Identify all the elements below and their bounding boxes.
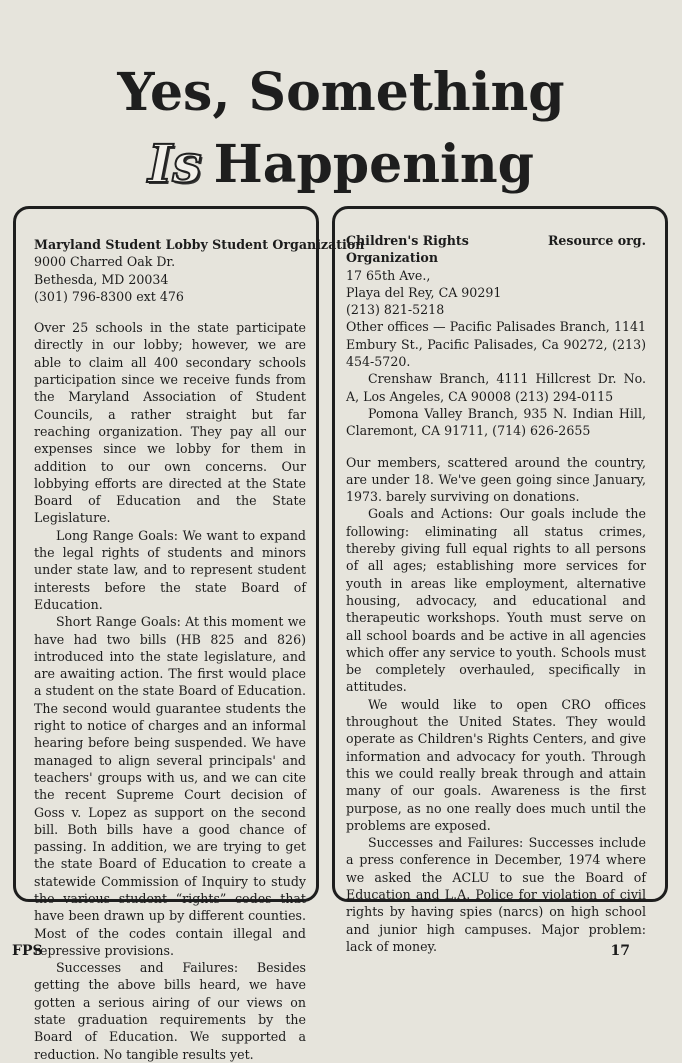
left-paragraph-short-range: Short Range Goals: At this moment we have had two bills (HB 825 and 826) introduced into the state legislature, and are awaiting action. The first would place a student on the state Board of Education. The second would guarantee students the right to notice of charges and an informal hearing before being suspended. We have managed to align several principals' and teachers' groups with us, and we can cite the recent Supreme Court decision of Goss v. Lopez as support on the second bill. Both bills have a good chance of passing. In addition, we are trying to get the state Board of Education to create a statewide Commission of Inquiry to study the various student “rights” codes that have been drawn up by different counties. Most of the codes contain illegal and repressive provisions.	[34, 614, 306, 958]
right-org-name-line2: Organization	[346, 250, 438, 266]
right-paragraph-goals: Goals and Actions: Our goals include the following: eliminating all status crimes, thereby giving full equal rights to all persons of all ages; establishing more services for youth in areas like employment, alternative housing, advocacy, and educational and therapeutic workshops. Youth must serve on all school boards and be active in all agencies which offer any service to youth. Schools must be completely overhauled, specifically in attitudes.	[346, 506, 646, 695]
right-office-pomona: Pomona Valley Branch, 935 N. Indian Hill, Claremont, CA 91711, (714) 626-2655	[346, 405, 646, 439]
left-article	[34, 236, 365, 1063]
right-paragraph-members: Our members, scattered around the country, are under 18. We've geen going since January, 1973. barely surviving on donations.	[346, 454, 646, 505]
left-org-name: Maryland Student Lobby Student Organization	[34, 237, 365, 252]
right-offices-main: Other offices — Pacific Palisades Branch, 1141 Embury St., Pacific Palisades, Ca 90272, (213) 454-5720.	[346, 319, 646, 370]
right-street: 17 65th Ave.,	[346, 267, 431, 283]
headline-line-2	[0, 134, 682, 195]
footer-publication-mark: FPS	[12, 943, 43, 959]
right-article	[346, 232, 646, 955]
headline-is-word: Is	[148, 134, 202, 195]
right-office-crenshaw: Crenshaw Branch, 4111 Hillcrest Dr. No. A, Los Angeles, CA 90008 (213) 294-0115	[346, 371, 646, 404]
right-org-header	[346, 232, 646, 249]
page-number: 17	[610, 943, 630, 959]
right-org-name-line1: Children's Rights	[346, 233, 469, 248]
headline-line-1: Yes, Something	[117, 62, 565, 123]
right-address-block	[346, 232, 646, 318]
right-city: Playa del Rey, CA 90291	[346, 284, 502, 300]
left-phone: (301) 796-8300 ext 476	[34, 288, 184, 304]
right-phone: (213) 821-5218	[346, 302, 445, 318]
right-paragraph-successes: Successes and Failures: Successes include a press conference in December, 1974 where we asked the ACLU to sue the Board of Education and L.A. Police for violation of civil rights by having spies (narcs) on high school and junior high campuses. Major problem: lack of money.	[346, 835, 646, 954]
left-paragraph-intro: Over 25 schools in the state participate directly in our lobby; however, we are able to claim all 400 secondary schools participation since we receive funds from the Maryland Association of Student Councils, a rather straight but far reaching organization. They pay all our expenses since we lobby for them in addition to our own concerns. Our lobbying efforts are directed at the State Board of Education and the State Legislature.	[34, 320, 306, 526]
left-city: Bethesda, MD 20034	[34, 271, 169, 287]
right-org-type: Resource org.	[547, 233, 646, 248]
left-paragraph-successes: Successes and Failures: Besides getting the above bills heard, we have gotten a serious airing of our views on state graduation requirements by the Board of Education. We supported a reduction. No tangible results yet.	[34, 960, 306, 1062]
left-address-block	[34, 236, 365, 305]
left-street: 9000 Charred Oak Dr.	[34, 254, 176, 270]
headline-happening: Happening	[213, 134, 534, 195]
left-paragraph-long-range: Long Range Goals: We want to expand the legal rights of students and minors under state law, and to represent student interests before the state Board of Education.	[34, 527, 306, 612]
right-paragraph-offices-plan: We would like to open CRO offices throughout the United States. They would operate as Children's Rights Centers, and give information and advocacy for youth. Through this we could really break through and attain many of our goals. Awareness is the first purpose, as no one really does much until the problems are exposed.	[346, 696, 646, 833]
